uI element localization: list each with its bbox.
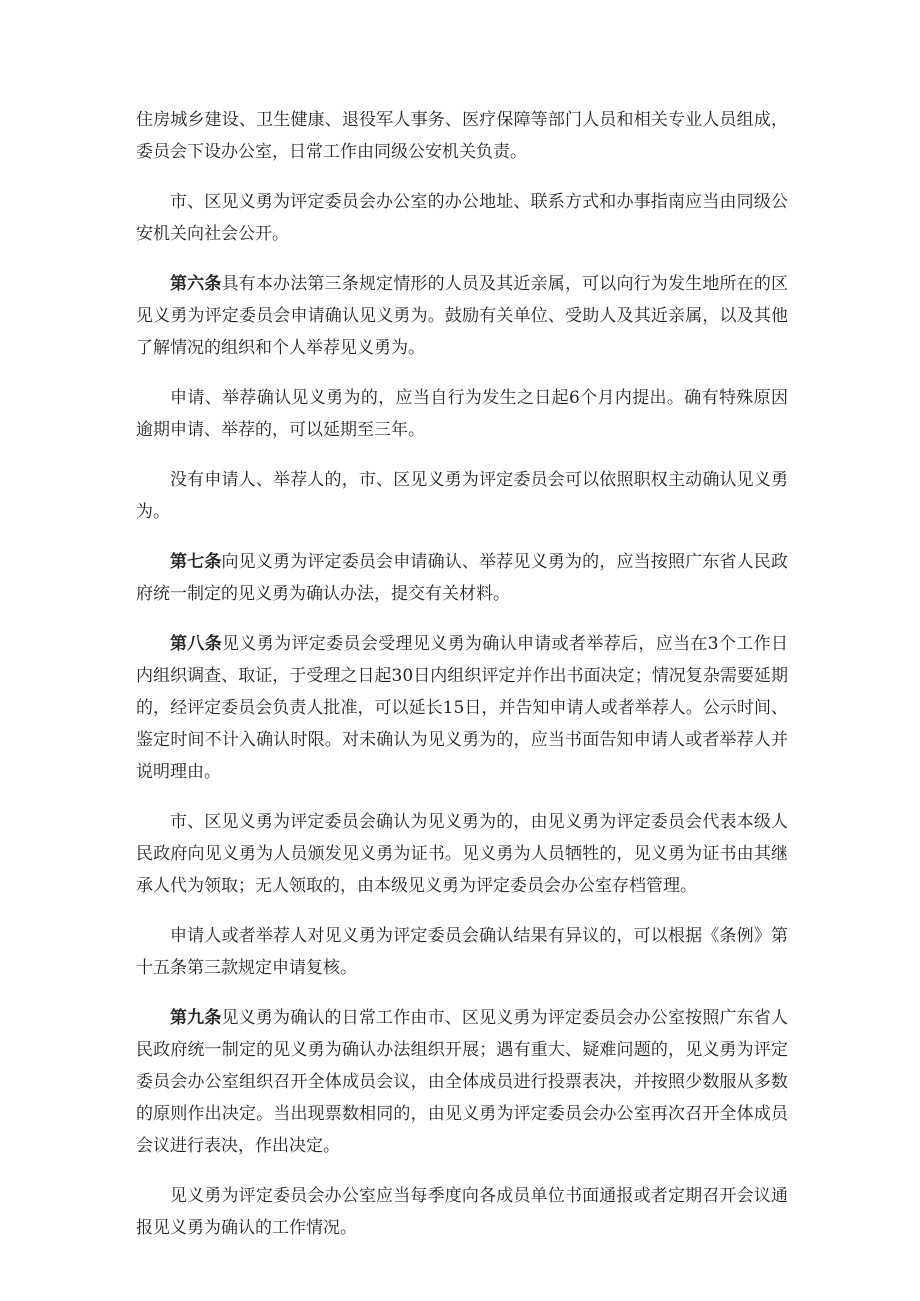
paragraph-1 [136,104,788,168]
paragraph-9 [136,920,788,984]
paragraph-5 [136,464,788,528]
paragraph-text: 见义勇为确认的日常工作由市、区见义勇为评定委员会办公室按照广东省人民政府统一制定的见义勇为确认办法组织开展；遇有重大、疑难问题的，见义勇为评定委员会办公室组织召开全体成员会议，由全体成员进行投票表决，并按照少数服从多数的原则作出决定。当出现票数相同的，由见义勇为评定委员会办公室再次召开全体成员会议进行表决，作出决定。 [136,1008,788,1156]
document-page [136,104,788,1262]
paragraph-4 [136,382,788,446]
paragraph-text: 见义勇为评定委员会受理见义勇为确认申请或者举荐后，应当在3个工作日内组织调查、取证，于受理之日起30日内组织评定并作出书面决定；情况复杂需要延期的，经评定委员会负责人批准，可以延长15日，并告知申请人或者举荐人。公示时间、鉴定时间不计入确认时限。对未确认为见义勇为的，应当书面告知申请人或者举荐人并说明理由。 [136,634,788,782]
paragraph-text: 具有本办法第三条规定情形的人员及其近亲属，可以向行为发生地所在的区见义勇为评定委员会申请确认见义勇为。鼓励有关单位、受助人及其近亲属，以及其他了解情况的组织和个人举荐见义勇为。 [136,274,788,358]
paragraph-11 [136,1180,788,1244]
article-number: 第七条 [170,552,222,572]
article-9-paragraph [136,1002,788,1162]
paragraph-text: 市、区见义勇为评定委员会办公室的办公地址、联系方式和办事指南应当由同级公安机关向社会公开。 [136,192,788,244]
paragraph-text: 申请人或者举荐人对见义勇为评定委员会确认结果有异议的，可以根据《条例》第十五条第三款规定申请复核。 [136,926,788,978]
article-7-paragraph [136,546,788,610]
article-8-paragraph [136,628,788,788]
article-number: 第九条 [170,1008,222,1028]
paragraph-2 [136,186,788,250]
article-number: 第六条 [170,274,222,294]
article-number: 第八条 [170,634,223,654]
paragraph-8 [136,806,788,902]
paragraph-text: 市、区见义勇为评定委员会确认为见义勇为的，由见义勇为评定委员会代表本级人民政府向见义勇为人员颁发见义勇为证书。见义勇为人员牺牲的，见义勇为证书由其继承人代为领取；无人领取的，由本级见义勇为评定委员会办公室存档管理。 [136,812,788,896]
paragraph-text: 向见义勇为评定委员会申请确认、举荐见义勇为的，应当按照广东省人民政府统一制定的见义勇为确认办法，提交有关材料。 [136,552,788,604]
paragraph-text: 没有申请人、举荐人的，市、区见义勇为评定委员会可以依照职权主动确认见义勇为。 [136,470,788,522]
paragraph-text: 见义勇为评定委员会办公室应当每季度向各成员单位书面通报或者定期召开会议通报见义勇为确认的工作情况。 [136,1186,788,1238]
paragraph-text: 住房城乡建设、卫生健康、退役军人事务、医疗保障等部门人员和相关专业人员组成，委员会下设办公室，日常工作由同级公安机关负责。 [136,110,788,162]
paragraph-text: 申请、举荐确认见义勇为的，应当自行为发生之日起6个月内提出。确有特殊原因逾期申请、举荐的，可以延期至三年。 [136,388,788,440]
article-6-paragraph [136,268,788,364]
